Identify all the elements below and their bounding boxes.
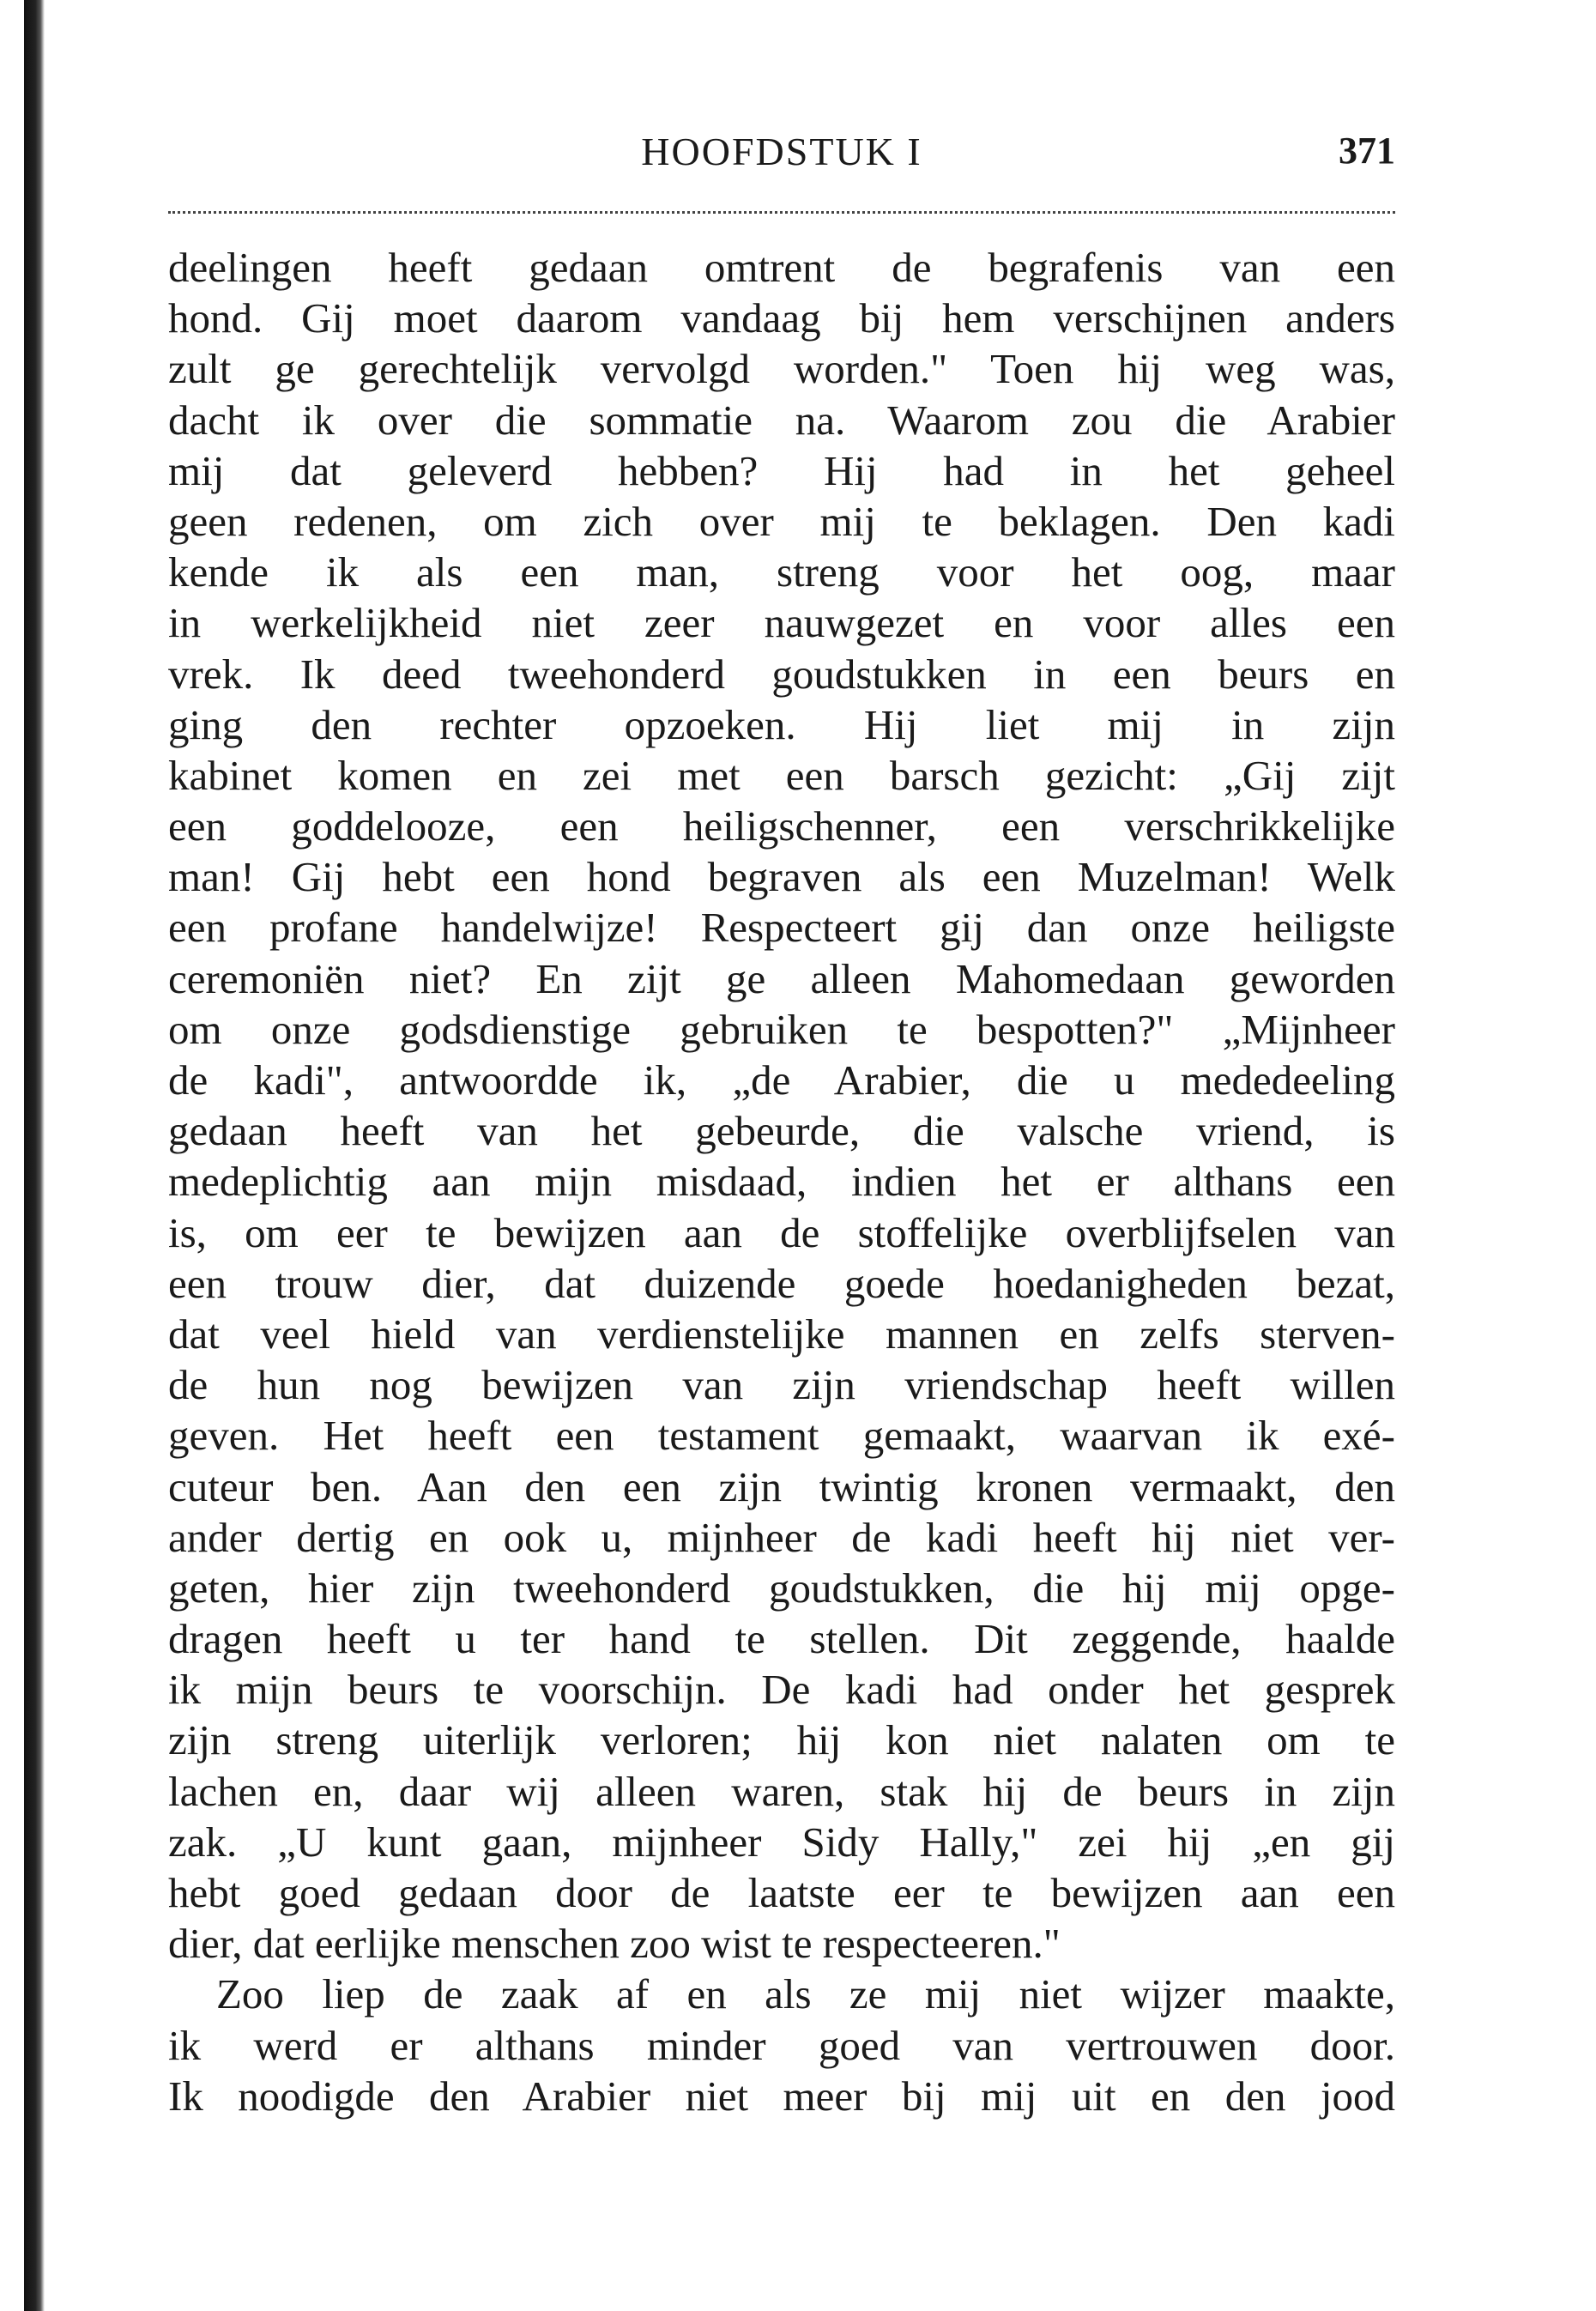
text-line: Ik noodigde den Arabier niet meer bij mij uit en den jood bbox=[168, 2072, 1395, 2120]
text-line: dacht ik over die sommatie na. Waarom zou die Arabier bbox=[168, 396, 1395, 444]
text-line: geten, hier zijn tweehonderd goudstukken, die hij mij opge- bbox=[168, 1564, 1395, 1612]
text-line: een trouw dier, dat duizende goede hoedanigheden bezat, bbox=[168, 1259, 1395, 1307]
text-line: kabinet komen en zei met een barsch gezicht: „Gij zijt bbox=[168, 751, 1395, 799]
text-line: ik mijn beurs te voorschijn. De kadi had onder het gesprek bbox=[168, 1666, 1395, 1714]
paragraph bbox=[168, 242, 1395, 1969]
text-line: dier, dat eerlijke menschen zoo wist te respecteeren." bbox=[168, 1920, 1061, 1968]
text-line: ander dertig en ook u, mijnheer de kadi heeft hij niet ver- bbox=[168, 1513, 1395, 1561]
body-text bbox=[168, 242, 1395, 2121]
page-number: 371 bbox=[1339, 130, 1395, 172]
text-line: deelingen heeft gedaan omtrent de begrafenis van een bbox=[168, 244, 1395, 291]
text-line: dat veel hield van verdienstelijke mannen en zelfs sterven- bbox=[168, 1310, 1395, 1358]
text-line: man! Gij hebt een hond begraven als een Muzelman! Welk bbox=[168, 853, 1395, 901]
text-line: kende ik als een man, streng voor het oog, maar bbox=[168, 548, 1395, 596]
text-line: zijn streng uiterlijk verloren; hij kon niet nalaten om te bbox=[168, 1716, 1395, 1764]
text-line: ceremoniën niet? En zijt ge alleen Mahomedaan geworden bbox=[168, 954, 1395, 1002]
text-line: een goddelooze, een heiligschenner, een verschrikkelijke bbox=[168, 802, 1395, 850]
text-line: gedaan heeft van het gebeurde, die valsche vriend, is bbox=[168, 1107, 1395, 1155]
text-line: zak. „U kunt gaan, mijnheer Sidy Hally," zei hij „en gij bbox=[168, 1818, 1395, 1866]
text-line: dragen heeft u ter hand te stellen. Dit zeggende, haalde bbox=[168, 1615, 1395, 1663]
running-head bbox=[168, 129, 1395, 189]
text-line: geven. Het heeft een testament gemaakt, waarvan ik exé- bbox=[168, 1412, 1395, 1460]
chapter-title: HOOFDSTUK I bbox=[641, 130, 922, 173]
text-line: medeplichtig aan mijn misdaad, indien het er althans een bbox=[168, 1158, 1395, 1206]
text-line: in werkelijkheid niet zeer nauwgezet en voor alles een bbox=[168, 599, 1395, 647]
text-line: geen redenen, om zich over mij te beklagen. Den kadi bbox=[168, 497, 1395, 545]
text-line: is, om eer te bewijzen aan de stoffelijke overblijfselen van bbox=[168, 1208, 1395, 1256]
text-line: om onze godsdienstige gebruiken te bespotten?" „Mijnheer bbox=[168, 1005, 1395, 1053]
text-line: mij dat geleverd hebben? Hij had in het geheel bbox=[168, 446, 1395, 494]
text-line: ging den rechter opzoeken. Hij liet mij in zijn bbox=[168, 700, 1395, 748]
text-line: lachen en, daar wij alleen waren, stak hij de beurs in zijn bbox=[168, 1767, 1395, 1815]
text-line: vrek. Ik deed tweehonderd goudstukken in een beurs en bbox=[168, 650, 1395, 698]
text-line: hebt goed gedaan door de laatste eer te bewijzen aan een bbox=[168, 1869, 1395, 1916]
header-dotted-rule bbox=[168, 211, 1395, 214]
text-line: zult ge gerechtelijk vervolgd worden." Toen hij weg was, bbox=[168, 345, 1395, 393]
paragraph bbox=[168, 1969, 1395, 2121]
text-line: de kadi", antwoordde ik, „de Arabier, die u mededeeling bbox=[168, 1056, 1395, 1104]
text-line: Zoo liep de zaak af en als ze mij niet wijzer maakte, bbox=[216, 1970, 1395, 2018]
text-line: de hun nog bewijzen van zijn vriendschap heeft willen bbox=[168, 1361, 1395, 1409]
text-line: ik werd er althans minder goed van vertrouwen door. bbox=[168, 2021, 1395, 2069]
text-line: hond. Gij moet daarom vandaag bij hem verschijnen anders bbox=[168, 294, 1395, 342]
text-line: een profane handelwijze! Respecteert gij dan onze heiligste bbox=[168, 904, 1395, 952]
text-line: cuteur ben. Aan den een zijn twintig kronen vermaakt, den bbox=[168, 1462, 1395, 1510]
